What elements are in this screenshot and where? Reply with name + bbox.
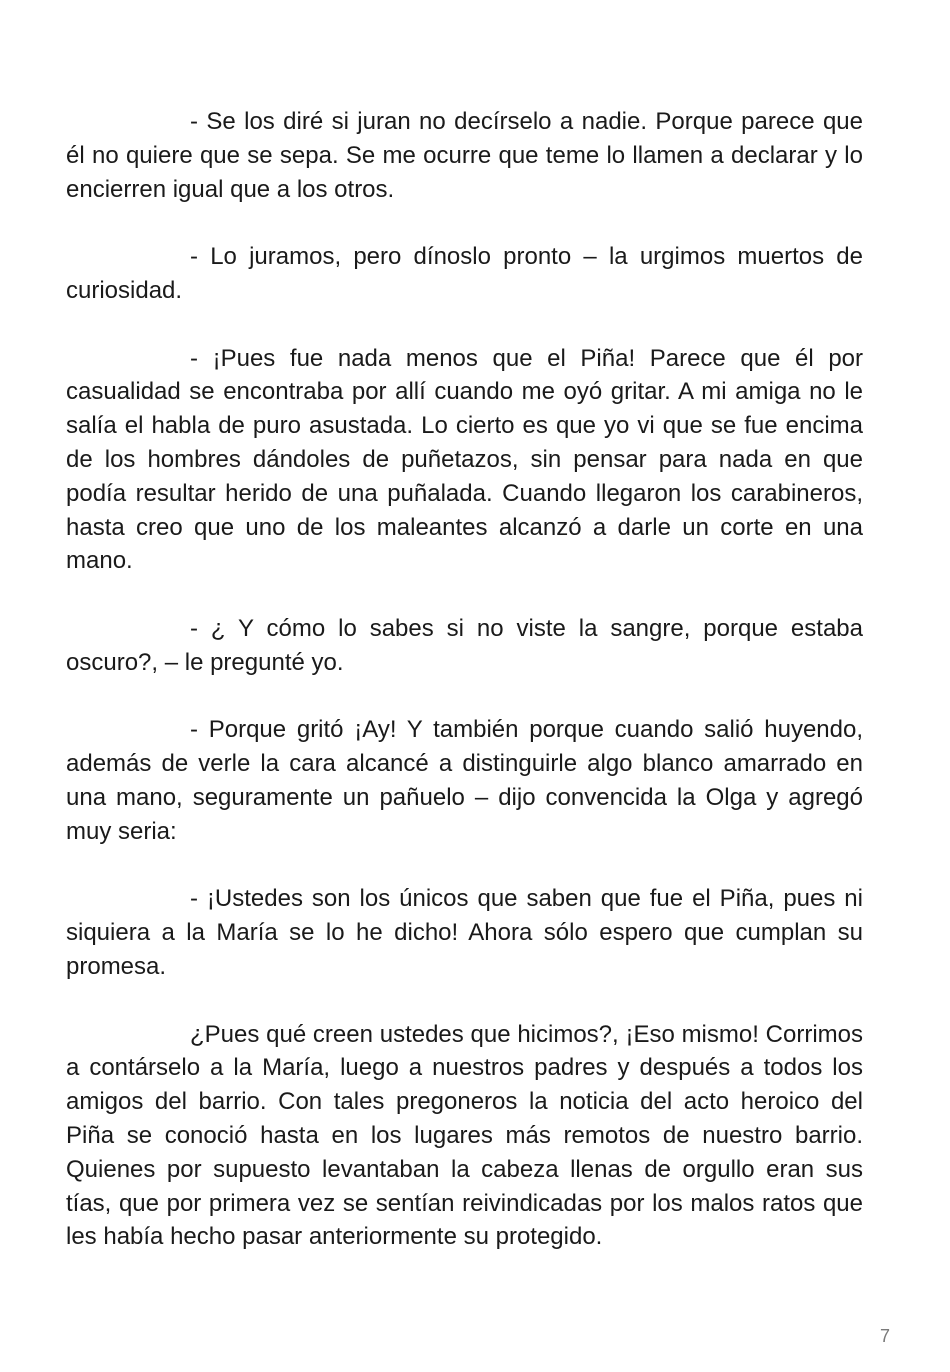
paragraph-7: ¿Pues qué creen ustedes que hicimos?, ¡Eso mismo! Corrimos a contárselo a la María, luego a nuestros padres y después a todos los amigos del barrio. Con tales pregoneros la noticia del acto heroico del Piña se conoció hasta en los lugares más remotos de nuestro barrio. Quienes por supuesto levantaban la cabeza llenas de orgullo eran sus tías, que por primera vez se sentían reivindicadas por los malos ratos que les había hecho pasar anteriormente su protegido. [66,1020,863,1251]
paragraph-4: - ¿ Y cómo lo sabes si no viste la sangre, porque estaba oscuro?, – le pregunté yo. [66,614,863,676]
page-body [66,105,863,1254]
paragraph-1: - Se los diré si juran no decírselo a nadie. Porque parece que él no quiere que se sepa. Se me ocurre que teme lo llamen a declarar y lo encierren igual que a los otros. [66,108,863,203]
page-number: 7 [879,1326,890,1346]
paragraph-2: - Lo juramos, pero dínoslo pronto – la urgimos muertos de curiosidad. [66,243,863,304]
paragraph-3: - ¡Pues fue nada menos que el Piña! Parece que él por casualidad se encontraba por allí cuando me oyó gritar. A mi amiga no le salía el habla de puro asustada. Lo cierto es que yo vi que se fue encima de los hombres dándoles de puñetazos, sin pensar para nada en que podía resultar herido de una puñalada. Cuando llegaron los carabineros, hasta creo que uno de los maleantes alcanzó a darle un corte en una mano. [66,344,863,575]
paragraph-6: - ¡Ustedes son los únicos que saben que fue el Piña, pues ni siquiera a la María se lo he dicho! Ahora sólo espero que cumplan su promesa. [66,885,863,980]
paragraph-5: - Porque gritó ¡Ay! Y también porque cuando salió huyendo, además de verle la cara alcancé a distinguirle algo blanco amarrado en una mano, seguramente un pañuelo – dijo convencida la Olga y agregó muy seria: [66,716,863,845]
